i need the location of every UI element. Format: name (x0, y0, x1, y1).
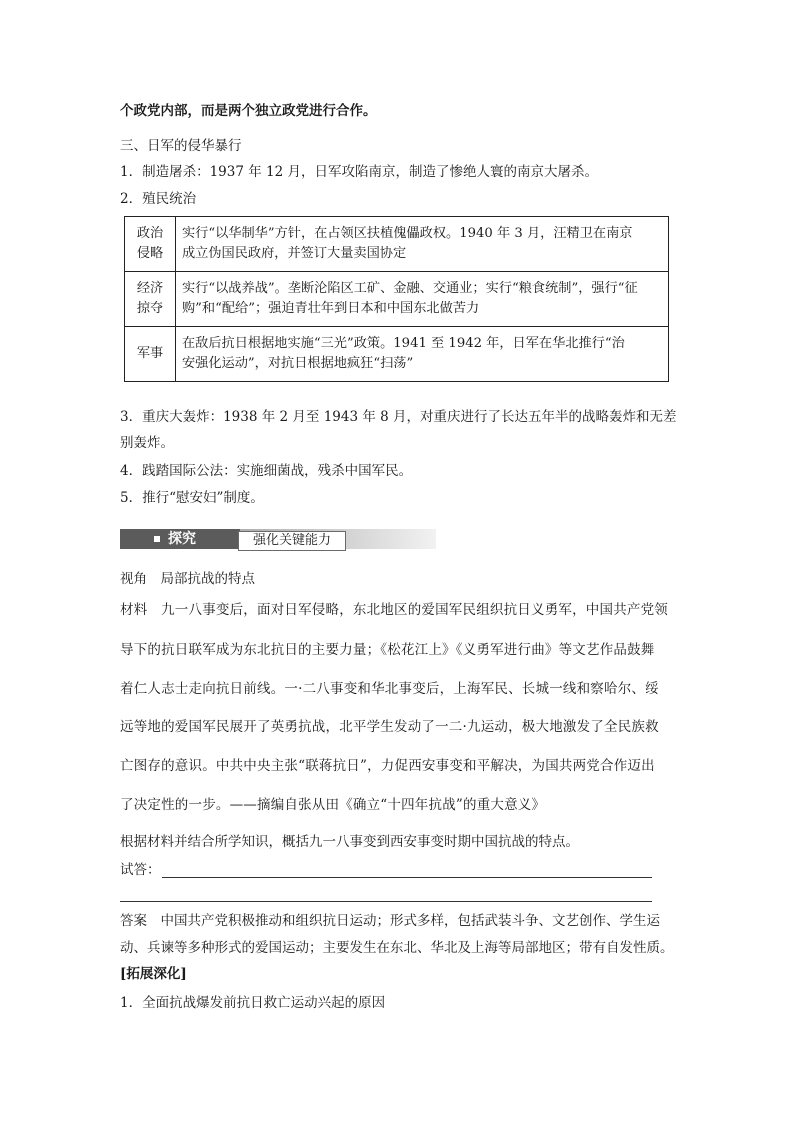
table-cell: 经济 掠夺 (125, 272, 176, 327)
table-row (125, 272, 669, 327)
table-cell: 在敌后抗日根据地实施“三光”政策。1941 至 1942 年，日军在华北推行“治 安强化运动”，对抗日根据地疯狂“扫荡” (176, 327, 669, 382)
list-item: 2．殖民统治 (120, 191, 197, 207)
extend-title: [拓展深化] (120, 966, 187, 982)
table-row (125, 217, 669, 272)
colonial-rule-table (124, 216, 669, 382)
answer-blank-line[interactable] (162, 877, 652, 878)
question: 根据材料并结合所学知识，概括九一八事变到西安事变时期中国抗战的特点。 (120, 834, 579, 850)
table-cell: 政治 侵略 (125, 217, 176, 272)
table-cell: 实行“以战养战”。垄断沦陷区工矿、金融、交通业；实行“粮食统制”，强行“征 购”和“配给”；强迫青壮年到日本和中国东北做苦力 (176, 272, 669, 327)
material-line: 了决定性的一步。——摘编自张从田《确立“十四年抗战”的重大意义》 (120, 797, 546, 813)
material-line: 远等地的爱国军民展开了英勇抗战，北平学生发动了一二·九运动，极大地激发了全民族救 (120, 719, 659, 735)
list-item-continued: 别轰炸。 (120, 435, 174, 451)
inquiry-banner (120, 527, 436, 551)
banner-tag: 探究 (120, 529, 240, 549)
answer-blank-line[interactable] (120, 901, 652, 902)
table-row (125, 327, 669, 382)
continued-line: 个政党内部，而是两个独立政党进行合作。 (120, 103, 377, 119)
table-cell: 军事 (125, 327, 176, 382)
banner-label-box (120, 527, 346, 549)
list-item: 4．践踏国际公法：实施细菌战，残杀中国军民。 (120, 463, 413, 479)
answer-line: 动、兵谏等多种形式的爱国运动；主要发生在东北、华北及上海等局部地区；带有自发性质。 (120, 940, 674, 956)
material-line: 材料 九一八事变后，面对日军侵略，东北地区的爱国军民组织抗日义勇军，中国共产党领 (120, 602, 668, 618)
try-label: 试答： (120, 862, 161, 878)
banner-label: 强化关键能力 (238, 531, 346, 551)
material-line: 导下的抗日联军成为东北抗日的主要力量；《松花江上》《义勇军进行曲》等文艺作品鼓舞 (120, 642, 655, 658)
material-line: 着仁人志士走向抗日前线。一·二八事变和华北事变后，上海军民、长城一线和察哈尔、绥 (120, 681, 659, 697)
list-item: 3．重庆大轰炸：1938 年 2 月至 1943 年 8 月，对重庆进行了长达五年半的战略轰炸和无差 (120, 409, 677, 425)
list-item: 5．推行“慰安妇”制度。 (120, 490, 264, 506)
material-line: 亡图存的意识。中共中央主张“联蒋抗日”，力促西安事变和平解决，为国共两党合作迈出 (120, 758, 655, 774)
section-title: 三、日军的侵华暴行 (120, 138, 242, 154)
perspective-heading: 视角 局部抗战的特点 (120, 571, 255, 587)
answer-line: 答案 中国共产党积极推动和组织抗日运动；形式多样，包括武装斗争、文艺创作、学生运 (120, 913, 660, 929)
table-cell: 实行“以华制华”方针，在占领区扶植傀儡政权。1940 年 3 月，汪精卫在南京 成立伪国民政府，并签订大量卖国协定 (176, 217, 669, 272)
list-item: 1．全面抗战爆发前抗日救亡运动兴起的原因 (120, 995, 386, 1011)
list-item: 1．制造屠杀：1937 年 12 月，日军攻陷南京，制造了惨绝人寰的南京大屠杀。 (120, 164, 598, 180)
